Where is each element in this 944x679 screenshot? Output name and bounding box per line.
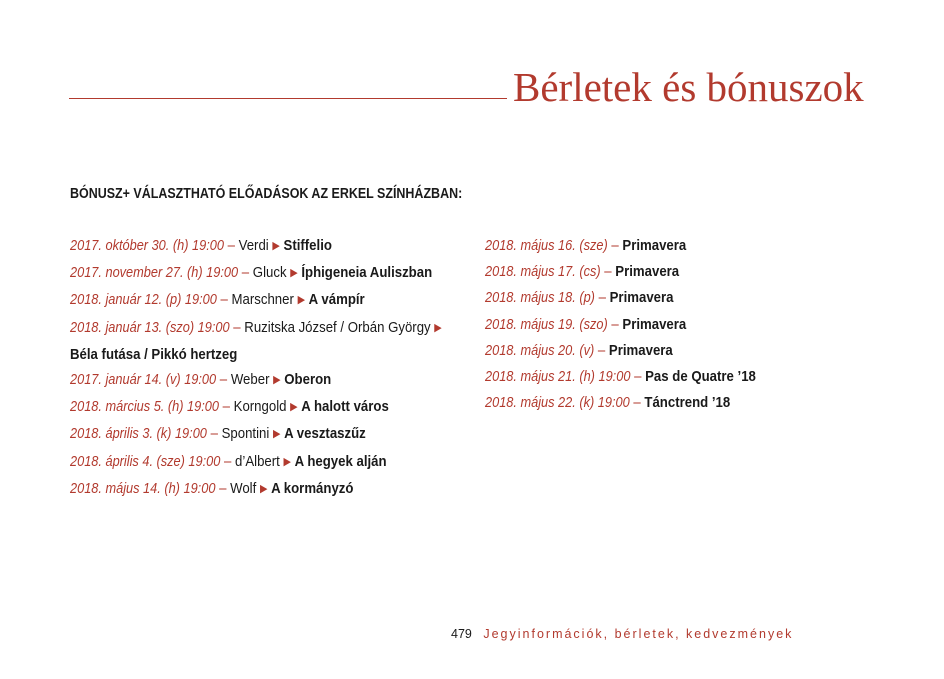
entry-date: 2018. január 12. (p) 19:00 [70,292,217,309]
entry-date: 2018. május 16. (sze) [485,238,608,254]
dash-separator: – [220,291,228,309]
program-entry [70,260,433,287]
program-entry [485,312,837,338]
page-footer [451,627,793,641]
triangle-bullet-icon: ▶ [434,321,442,334]
program-entry [70,476,422,503]
entry-work: Primavera [608,341,673,359]
footer-section-title: Jegyinformációk, bérletek, kedvezmények [483,627,794,641]
entry-composer: Marschner [231,291,294,309]
triangle-bullet-icon: ▶ [259,482,268,495]
entry-work: A halott város [301,398,389,416]
entry-composer: Verdi [238,237,269,254]
left-program-list [70,233,470,503]
entry-date: 2018. május 20. (v) [485,342,595,359]
dash-separator: – [604,263,612,281]
entry-date: 2018. január 13. (szo) 19:00 [70,319,230,336]
dash-separator: – [633,394,641,412]
program-entry [485,364,837,390]
triangle-bullet-icon: ▶ [272,240,280,252]
triangle-bullet-icon: ▶ [283,455,291,468]
entry-date: 2018. május 19. (szo) [485,316,608,333]
entry-work: Pas de Quatre ’18 [645,368,756,386]
right-program-list [485,233,885,416]
page-number: 479 [451,627,472,641]
program-entry-continuation [70,342,422,367]
entry-composer: Spontini [221,425,270,443]
entry-work: Stiffelio [283,237,332,254]
entry-work: Primavera [615,263,680,281]
dash-separator: – [634,368,642,386]
program-entry [70,394,422,421]
dash-separator: – [219,371,228,389]
dash-separator: – [210,425,218,443]
dash-separator: – [611,237,619,254]
entry-date: 2018. április 3. (k) 19:00 [70,426,207,443]
dash-separator: – [611,315,619,333]
dash-separator: – [241,264,250,282]
triangle-bullet-icon: ▶ [273,374,281,387]
entry-date: 2018. május 18. (p) [485,290,595,307]
entry-date: 2018. május 14. (h) 19:00 [70,480,216,497]
entry-composer: Wolf [230,479,257,497]
entry-date: 2018. március 5. (h) 19:00 [70,399,219,416]
dash-separator: – [224,452,232,470]
entry-composer: Weber [230,371,270,389]
entry-date: 2018. május 22. (k) 19:00 [485,395,630,412]
dash-separator: – [233,318,241,336]
entry-composer: Ruzitska József / Orbán György [244,318,431,336]
program-entry [70,287,422,314]
page-title: Bérletek és bónuszok [513,64,864,110]
entry-date: 2017. január 14. (v) 19:00 [70,372,217,389]
entry-work: Íphigeneia Auliszban [301,264,433,282]
program-entry [70,315,442,342]
program-entry [70,449,422,476]
entry-composer: Gluck [252,264,287,282]
program-entry [485,285,837,311]
dash-separator: – [598,289,606,307]
program-entry [485,259,837,285]
entry-work: Tánctrend ’18 [644,394,731,412]
entry-work: A kormányzó [271,479,354,497]
title-rule [69,98,507,99]
entry-composer: Korngold [233,398,287,416]
entry-work: A vámpír [308,291,365,309]
program-entry [70,367,422,394]
program-entry [70,233,422,260]
entry-work: Béla futása / Pikkó hertzeg [70,345,238,363]
entry-work: Oberon [284,371,332,389]
dash-separator: – [219,479,227,497]
dash-separator: – [227,237,235,254]
triangle-bullet-icon: ▶ [290,401,298,414]
entry-work: Primavera [622,315,687,333]
entry-date: 2017. október 30. (h) 19:00 [70,238,224,254]
program-entry [485,233,837,259]
entry-work: Primavera [609,289,674,307]
triangle-bullet-icon: ▶ [290,267,298,280]
program-entry [70,421,422,448]
entry-work: Primavera [622,237,687,254]
entry-work: A hegyek alján [294,452,387,470]
entry-date: 2018. április 4. (sze) 19:00 [70,453,221,470]
entry-date: 2017. november 27. (h) 19:00 [70,265,239,282]
triangle-bullet-icon: ▶ [297,294,306,307]
program-entry [485,390,837,416]
entry-date: 2018. május 17. (cs) [485,264,601,281]
entry-work: A vesztaszűz [284,425,366,443]
dash-separator: – [222,398,230,416]
dash-separator: – [597,341,606,359]
entry-date: 2018. május 21. (h) 19:00 [485,369,631,386]
section-heading: BÓNUSZ+ VÁLASZTHATÓ ELŐADÁSOK AZ ERKEL SZÍNHÁZBAN: [70,186,463,202]
entry-composer: d’Albert [235,452,280,470]
triangle-bullet-icon: ▶ [272,428,281,441]
program-entry [485,338,837,364]
